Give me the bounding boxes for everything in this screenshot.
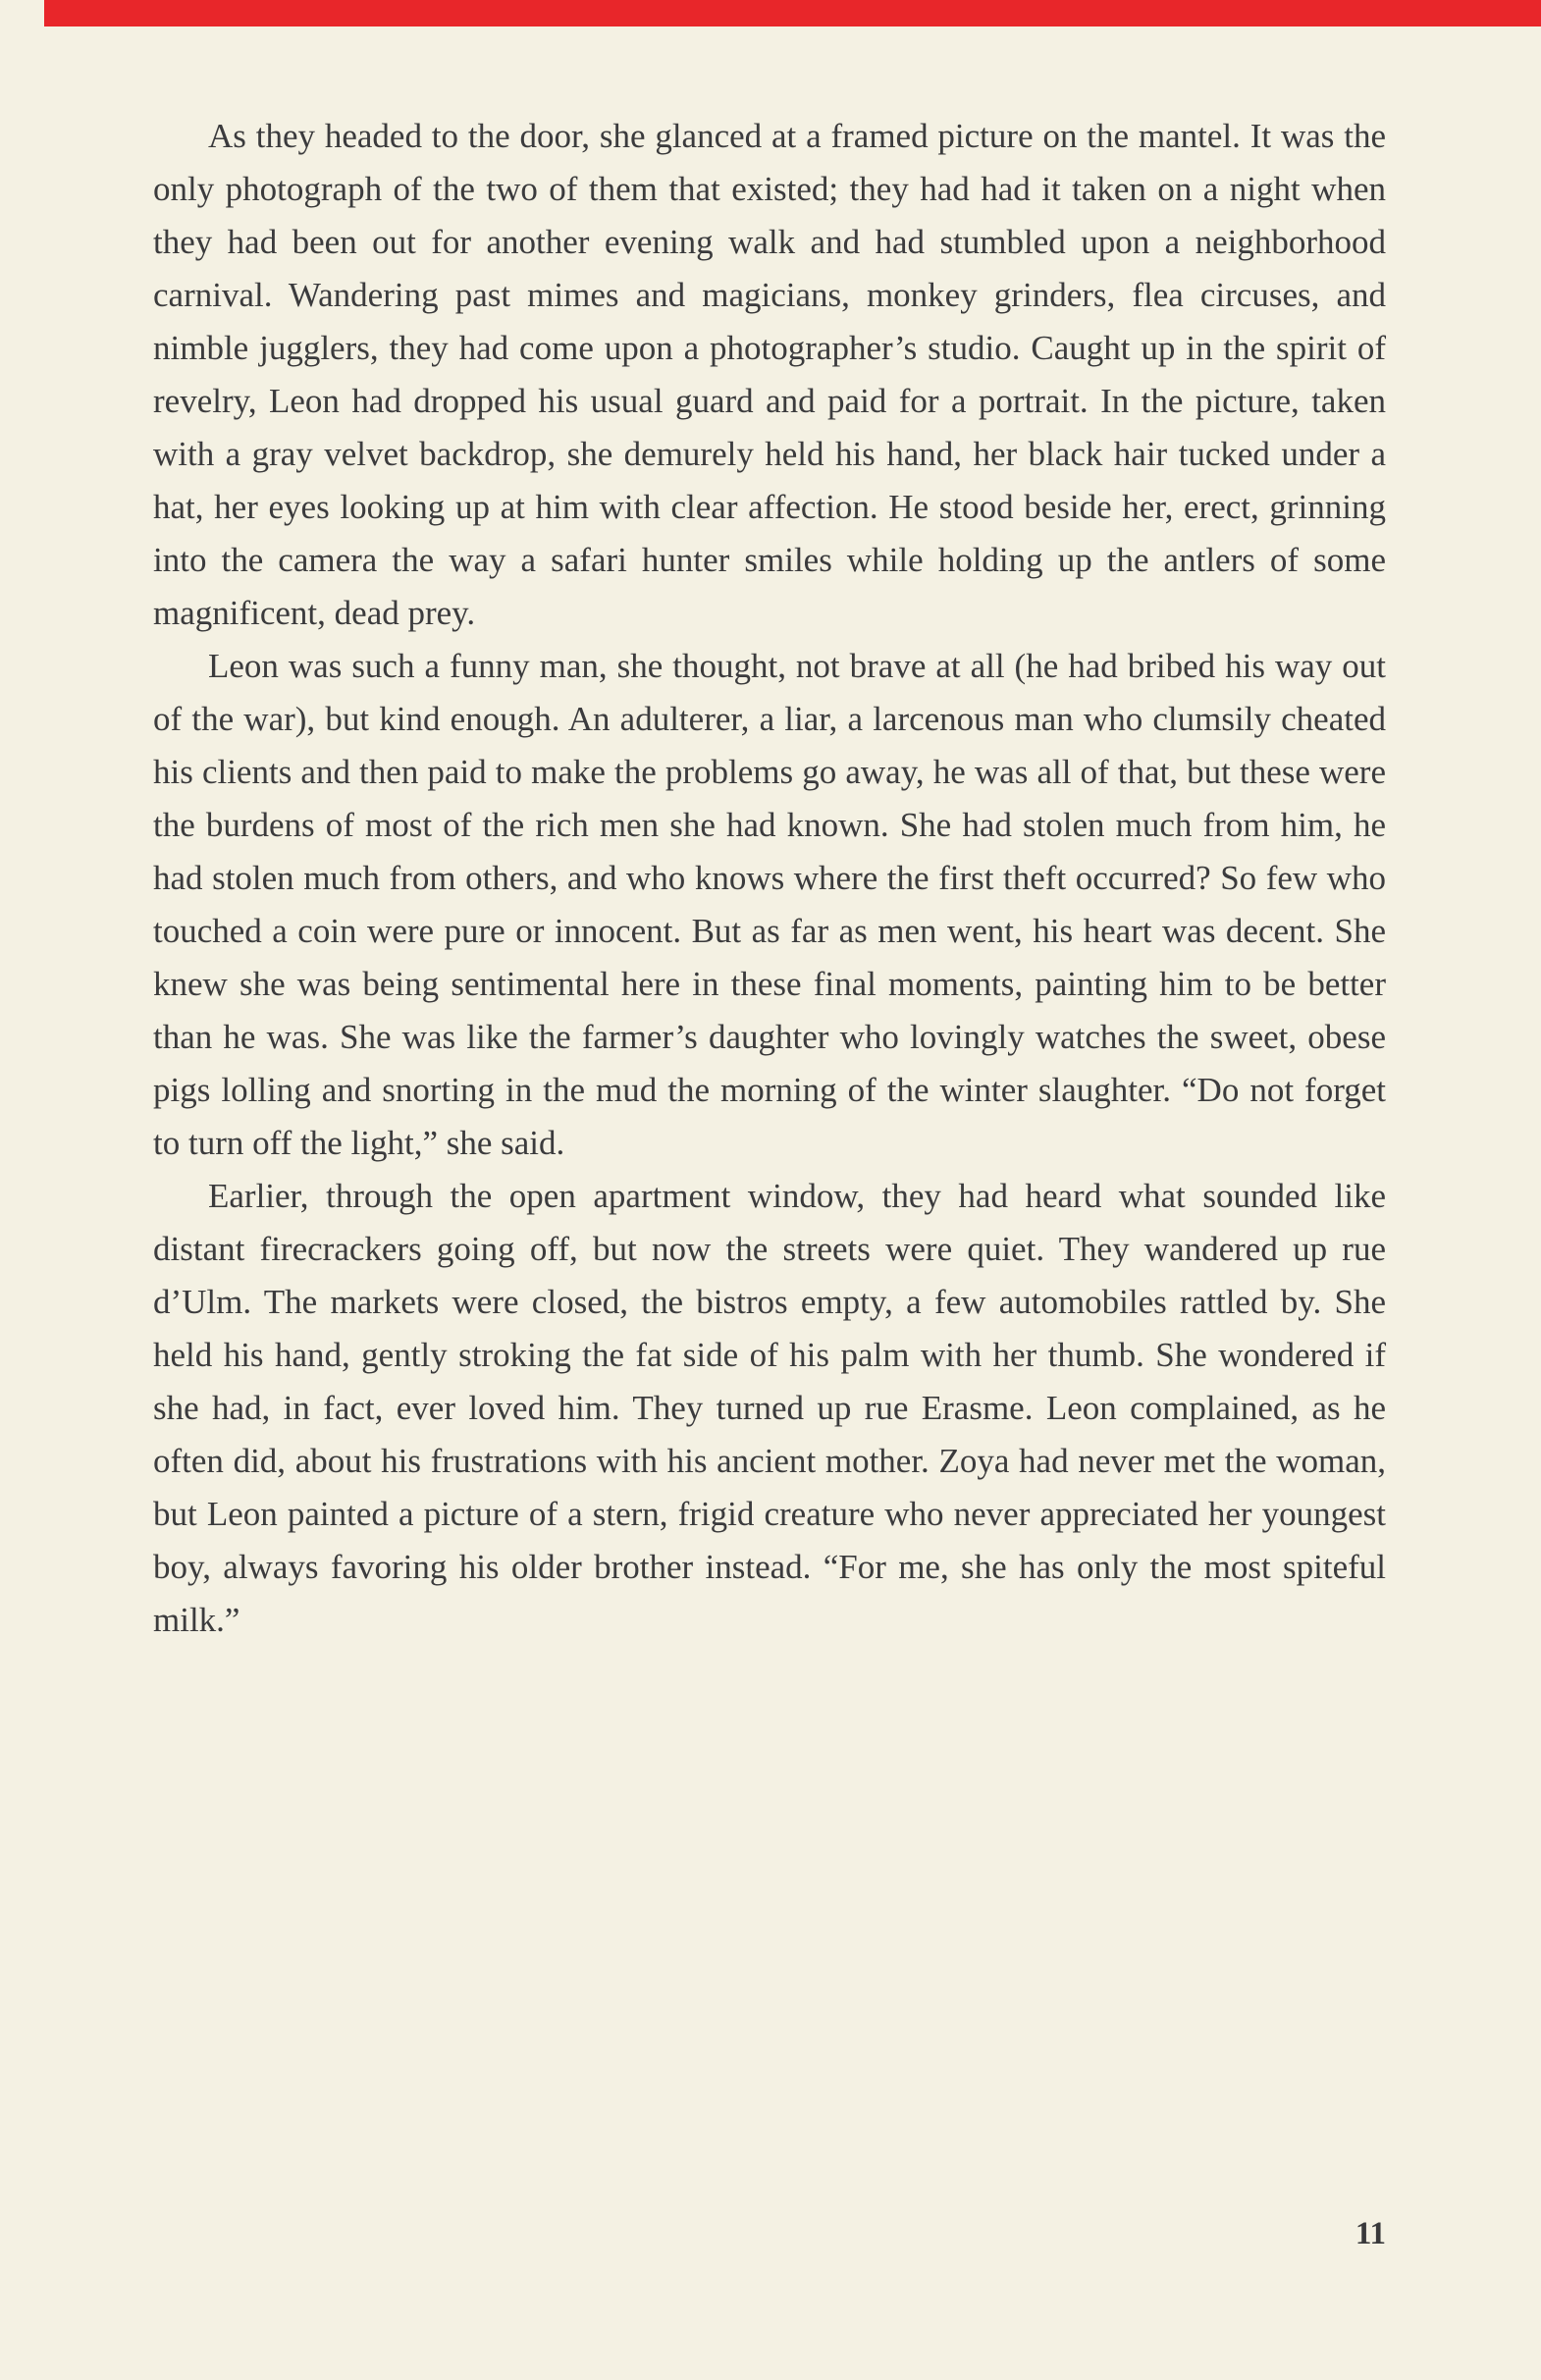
paragraph: Leon was such a funny man, she thought, not brave at all (he had bribed his way out of the war), but kind enough. An adulterer, a liar, a larcenous man who clumsily cheated his clients and then paid to make the problems go away, he was all of that, but these were the burdens of most of the rich men she had known. She had stolen much from him, he had stolen much from others, and who knows where the first theft occurred? So few who touched a coin were pure or innocent. But as far as men went, his heart was decent. She knew she was being sentimental here in these final moments, painting him to be better than he was. She was like the farmer’s daughter who lovingly watches the sweet, obese pigs lolling and snorting in the mud the morning of the winter slaughter. “Do not forget to turn off the light,” she said. [153,647,1386,1162]
paragraph: As they headed to the door, she glanced at a framed picture on the mantel. It was the only photograph of the two of them that existed; they had had it taken on a night when they had been out for another evening walk and had stumbled upon a neighborhood carnival. Wandering past mimes and magicians, monkey grinders, flea circuses, and nimble jugglers, they had come upon a photographer’s studio. Caught up in the spirit of revelry, Leon had dropped his usual guard and paid for a portrait. In the picture, taken with a gray velvet backdrop, she demurely held his hand, her black hair tucked under a hat, her eyes looking up at him with clear affection. He stood beside her, erect, grinning into the camera the way a safari hunter smiles while holding up the antlers of some magnificent, dead prey. [153,117,1386,632]
paragraph: Earlier, through the open apartment window, they had heard what sounded like distant firecrackers going off, but now the streets were quiet. They wandered up rue d’Ulm. The markets were closed, the bistros empty, a few automobiles rattled by. She held his hand, gently stroking the fat side of his palm with her thumb. She wondered if she had, in fact, ever loved him. They turned up rue Erasme. Leon complained, as he often did, about his frustrations with his ancient mother. Zoya had never met the woman, but Leon painted a picture of a stern, frigid creature who never appreciated her youngest boy, always favoring his older brother instead. “For me, she has only the most spiteful milk.” [153,1177,1386,1639]
page-text-block [153,110,1386,1647]
page-number: 11 [1355,2216,1386,2251]
book-cover-edge-stripe [44,0,1541,26]
